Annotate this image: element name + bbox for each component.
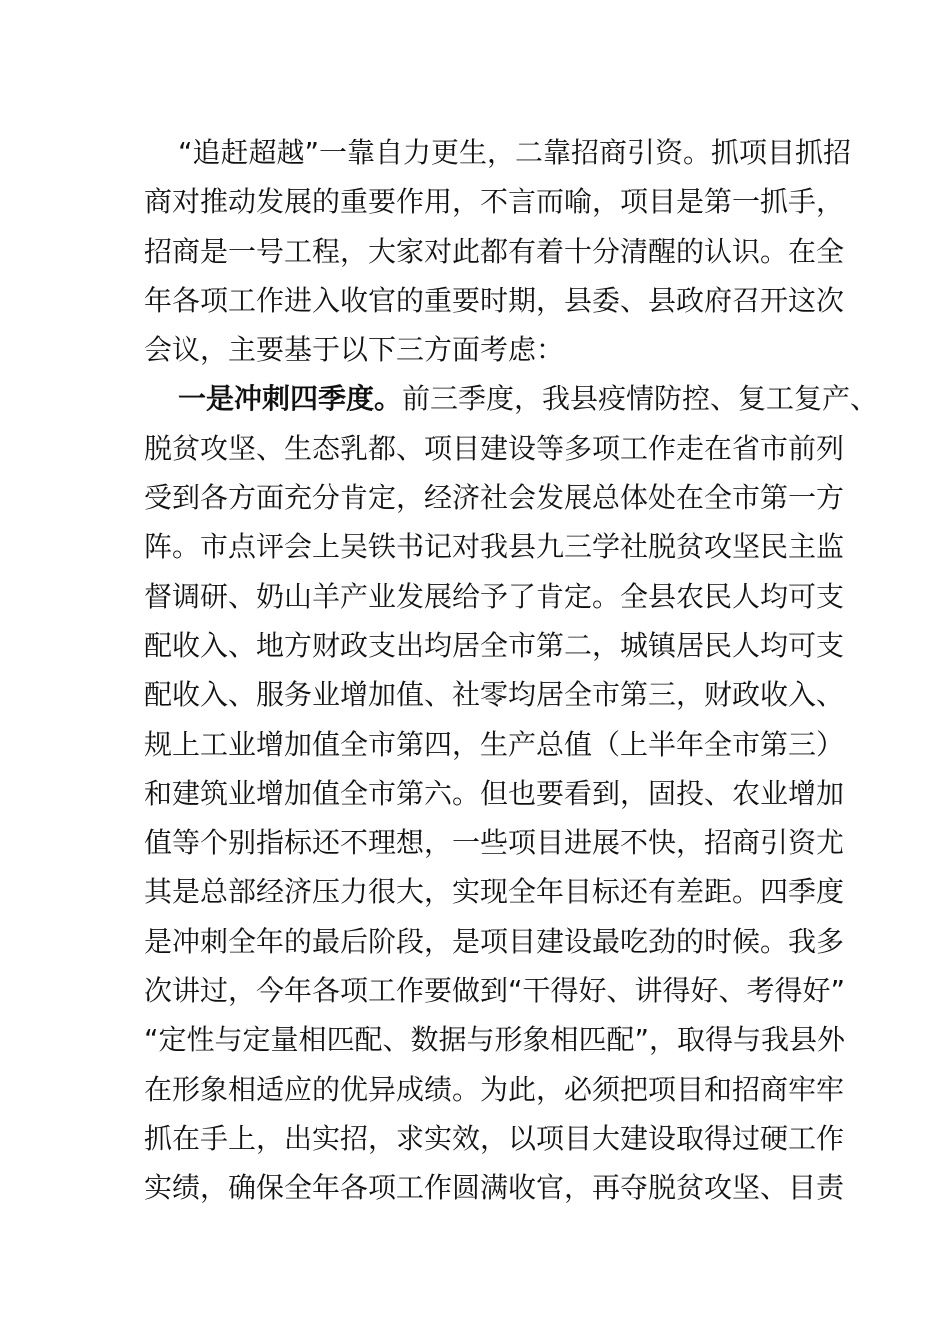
text-line: 招商是一号工程，大家对此都有着十分清醒的认识。在全: [144, 234, 845, 268]
text-line: “定性与定量相匹配、数据与形象相匹配”，取得与我县外: [144, 1023, 846, 1057]
text-line: 在形象相适应的优异成绩。为此，必须把项目和招商牢牢: [144, 1072, 845, 1106]
text-line: 其是总部经济压力很大，实现全年目标还有差距。四季度: [144, 875, 845, 909]
text-line: 配收入、服务业增加值、社零均居全市第三，财政收入、: [144, 678, 845, 712]
text-line: 是冲刺全年的最后阶段，是项目建设最吃劲的时候。我多: [144, 924, 845, 958]
text-line: 督调研、奶山羊产业发展给予了肯定。全县农民人均可支: [144, 579, 845, 613]
text-line: 抓在手上，出实招，求实效，以项目大建设取得过硬工作: [144, 1121, 845, 1155]
bold-heading: 一是冲刺四季度。: [178, 382, 403, 416]
text-line: 实绩，确保全年各项工作圆满收官，再夺脱贫攻坚、目责: [144, 1171, 845, 1205]
text-line: 阵。市点评会上吴铁书记对我县九三学社脱贫攻坚民主监: [144, 530, 845, 564]
text-line: 次讲过，今年各项工作要做到“干得好、讲得好、考得好”: [144, 974, 846, 1008]
text-line: 受到各方面充分肯定，经济社会发展总体处在全市第一方: [144, 481, 845, 515]
paragraph-lead-line: [144, 374, 879, 423]
text-line: 配收入、地方财政支出均居全市第二，城镇居民人均可支: [144, 628, 845, 662]
text-line: 脱贫攻坚、生态乳都、项目建设等多项工作走在省市前列: [144, 431, 845, 465]
lead-line-rest: 前三季度，我县疫情防控、复工复产、: [402, 382, 879, 416]
text-line: 会议，主要基于以下三方面考虑：: [144, 333, 565, 367]
text-line: 规上工业增加值全市第四，生产总值（上半年全市第三）: [144, 727, 845, 761]
text-line: 年各项工作进入收官的重要时期，县委、县政府召开这次: [144, 283, 845, 317]
text-line: 商对推动发展的重要作用，不言而喻，项目是第一抓手，: [144, 185, 845, 219]
text-line: 值等个别指标还不理想，一些项目进展不快，招商引资尤: [144, 826, 845, 860]
body-text: [144, 128, 879, 1213]
text-line: 和建筑业增加值全市第六。但也要看到，固投、农业增加: [144, 776, 845, 810]
text-line: “追赶超越”一靠自力更生，二靠招商引资。抓项目抓招: [178, 136, 852, 169]
